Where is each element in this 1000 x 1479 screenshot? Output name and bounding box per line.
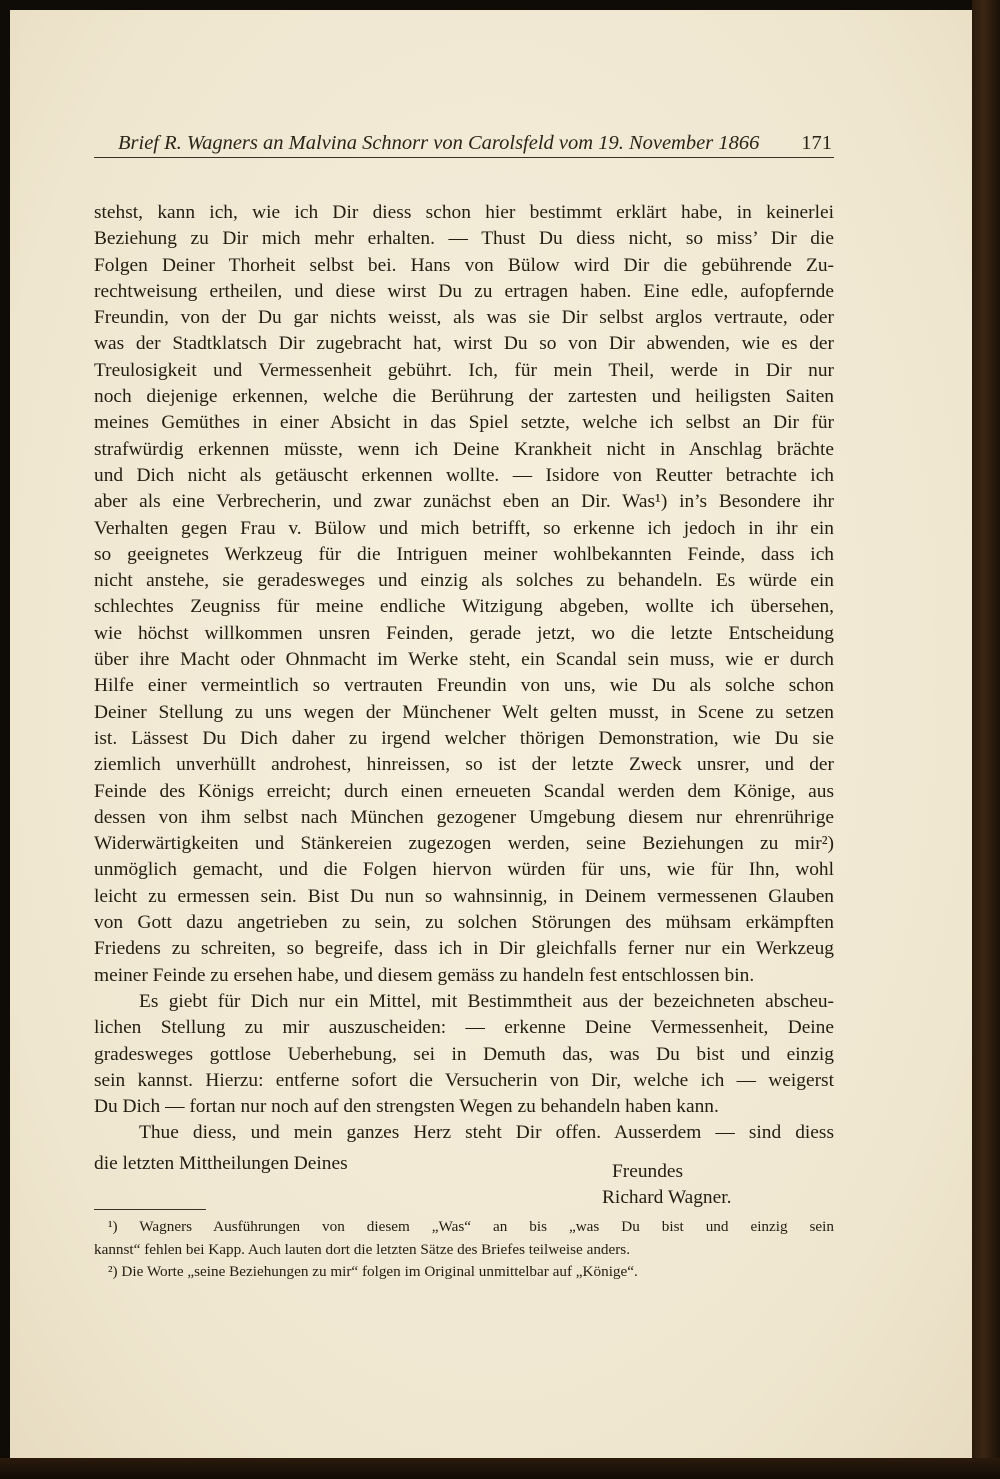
book-edge-bottom <box>0 1458 1000 1479</box>
header-rule <box>94 157 834 158</box>
text-line: ziemlich unverhüllt androhest, hinreissen, so ist der letzte Zweck unsrer, und der <box>94 754 834 776</box>
text-line: strafwürdig erkennen müsste, wenn ich Deine Krankheit nicht in Anschlag brächte <box>94 438 834 460</box>
text-line: Verhalten gegen Frau v. Bülow und mich betrifft, so erkenne ich jedoch in ihr ein <box>94 517 834 539</box>
text-line: Feinde des Königs erreicht; durch einen erneueten Scandal werden dem Könige, aus <box>94 780 834 802</box>
footnote-line: kannst“ fehlen bei Kapp. Auch lauten dort die letzten Sätze des Briefes teilweise anders. <box>94 1240 631 1258</box>
text-line: wie höchst willkommen unsren Feinden, gerade jetzt, wo die letzte Entscheidung <box>94 622 834 644</box>
signature-name: Richard Wagner. <box>602 1187 732 1208</box>
text-line: Beziehung zu Dir mich mehr erhalten. — Thust Du diess nicht, so miss’ Dir die <box>94 228 834 250</box>
text-line: Hilfe einer vermeintlich so vertrauten Freundin von uns, wie Du als solche schon <box>94 675 834 697</box>
running-header <box>110 130 832 158</box>
text-line: meiner Feinde zu ersehen habe, und diesem gemäss zu handeln fest entschlossen bin. <box>94 964 755 986</box>
footnote-rule <box>94 1209 206 1210</box>
text-line: lichen Stellung zu mir auszuscheiden: — erkenne Deine Vermessenheit, Deine <box>94 1017 834 1039</box>
text-line: nicht anstehe, sie geradesweges und einzig als solches zu behandeln. Es würde ein <box>94 570 834 592</box>
text-line: ist. Lässest Du Dich daher zu irgend welcher thörigen Demonstration, wie Du sie <box>94 727 834 749</box>
text-line: Deiner Stellung zu uns wegen der Münchener Welt gelten musst, in Scene zu setzen <box>94 701 834 723</box>
text-line: gradesweges gottlose Ueberhebung, sei in Demuth das, was Du bist und einzig <box>94 1043 834 1065</box>
text-line: Widerwärtigkeiten und Stänkereien zugezogen werden, seine Beziehungen zu mir²) <box>94 833 834 855</box>
page-number: 171 <box>801 132 832 154</box>
text-line: so geeignetes Werkzeug für die Intriguen meiner wohlbekannten Feinde, dass ich <box>94 543 834 565</box>
text-line: Thue diess, und mein ganzes Herz steht Dir offen. Ausserdem — sind diess <box>139 1122 834 1144</box>
text-line: noch diejenige erkennen, welche die Berührung der zartesten und heiligsten Saiten <box>94 386 834 408</box>
text-line: was der Stadtklatsch Dir zugebracht hat, wirst Du so von Dir abwenden, wie es der <box>94 333 834 355</box>
text-line: Friedens zu schreiten, so begreife, dass ich in Dir gleichfalls ferner nur ein Werkzeug <box>94 938 834 960</box>
text-line: leicht zu ermessen sein. Bist Du nun so wahnsinnig, in Deinem vermessenen Glauben <box>94 885 834 907</box>
footnote-line: ²) Die Worte „seine Beziehungen zu mir“ folgen im Original unmittelbar auf „Könige“. <box>108 1263 638 1280</box>
book-edge-right <box>972 0 1000 1479</box>
signature-freundes: Freundes <box>612 1161 684 1182</box>
text-line: Es giebt für Dich nur ein Mittel, mit Bestimmtheit aus der bezeichneten abscheu- <box>139 990 834 1012</box>
text-line: Freundin, von der Du gar nichts weisst, als was sie Dir selbst arglos vertraute, oder <box>94 307 834 329</box>
text-line: von Gott dazu angetrieben zu sein, zu solchen Störungen des mühsam erkämpften <box>94 912 834 934</box>
text-line: Treulosigkeit und Vermessenheit gebührt. Ich, für mein Theil, werde in Dir nur <box>94 359 834 381</box>
closing-line: die letzten Mittheilungen Deines <box>94 1153 348 1174</box>
letter-body <box>94 200 834 1147</box>
text-line: unmöglich gemacht, und die Folgen hiervon würden für uns, wie für Ihn, wohl <box>94 859 834 881</box>
text-line: aber als eine Verbrecherin, und zwar zunächst eben an Dir. Was¹) in’s Besondere ihr <box>94 491 834 513</box>
footnotes <box>94 1216 834 1284</box>
text-line: rechtweisung ertheilen, und diese wirst Du zu ertragen haben. Eine edle, aufopfernde <box>94 280 834 302</box>
text-line: dessen von ihm selbst nach München gezogener Umgebung diesem nur ehrenrührige <box>94 806 834 828</box>
text-line: Du Dich — fortan nur noch auf den strengsten Wegen zu behandeln haben kann. <box>94 1096 719 1118</box>
footnote-line: ¹) Wagners Ausführungen von diesem „Was“ an bis „was Du bist und einzig sein <box>108 1218 834 1235</box>
text-line: schlechtes Zeugniss für meine endliche Witzigung abgeben, wollte ich übersehen, <box>94 596 834 618</box>
text-line: über ihre Macht oder Ohnmacht im Werke steht, ein Scandal sein muss, wie er durch <box>94 649 834 671</box>
header-title: Brief R. Wagners an Malvina Schnorr von Carolsfeld vom 19. November 1866 <box>118 132 760 154</box>
text-line: stehst, kann ich, wie ich Dir diess schon hier bestimmt erklärt habe, in keinerlei <box>94 202 834 223</box>
text-line: meines Gemüthes in einer Absicht in das Spiel setzte, welche ich selbst an Dir für <box>94 412 834 434</box>
text-line: Folgen Deiner Thorheit selbst bei. Hans von Bülow wird Dir die gebührende Zu- <box>94 254 834 276</box>
text-line: sein kannst. Hierzu: entferne sofort die Versucherin von Dir, welche ich — weigerst <box>94 1069 834 1091</box>
text-line: und Dich nicht als getäuscht erkennen wollte. — Isidore von Reutter betrachte ich <box>94 464 834 486</box>
